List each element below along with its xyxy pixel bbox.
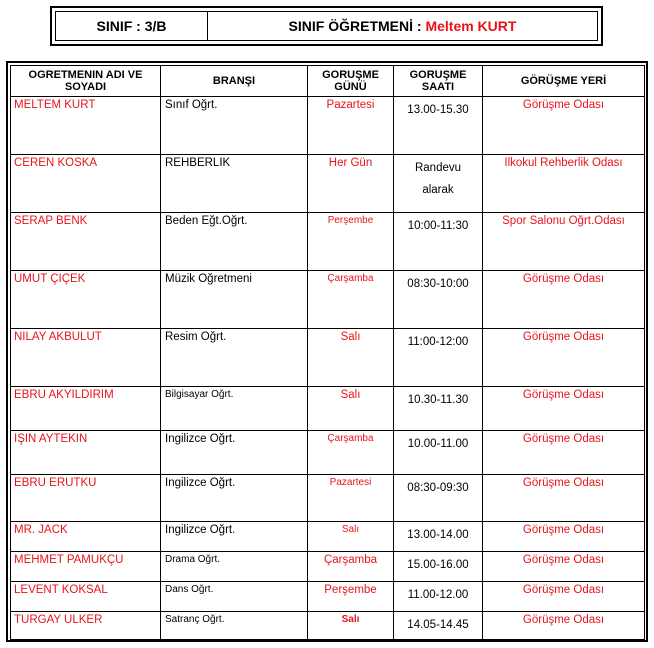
- place-cell: Görüşme Odası: [483, 612, 645, 640]
- table-row: [11, 271, 645, 329]
- time-cell: 15.00-16.00: [394, 552, 483, 582]
- place-cell: Görüşme Odası: [483, 582, 645, 612]
- table-row: [11, 552, 645, 582]
- class-label: SINIF : 3/B: [56, 12, 208, 40]
- table-row: [11, 213, 645, 271]
- place-cell: Görüşme Odası: [483, 97, 645, 155]
- day-cell: Pazartesi: [308, 475, 394, 522]
- class-header-inner: [55, 11, 598, 41]
- time-cell: 14.05-14.45: [394, 612, 483, 640]
- branch-cell: Ingilizce Oğrt.: [161, 475, 308, 522]
- column-header-time: GORUŞME SAATI: [394, 66, 483, 97]
- place-cell: Görüşme Odası: [483, 552, 645, 582]
- place-cell: Görüşme Odası: [483, 431, 645, 475]
- column-header-place: GÖRÜŞME YERİ: [483, 66, 645, 97]
- branch-cell: Resim Oğrt.: [161, 329, 308, 387]
- branch-cell: Ingilizce Oğrt.: [161, 522, 308, 552]
- place-cell: Görüşme Odası: [483, 271, 645, 329]
- place-cell: Ilkokul Rehberlik Odası: [483, 155, 645, 213]
- time-cell: 10.00-11.00: [394, 431, 483, 475]
- table-row: [11, 155, 645, 213]
- branch-cell: Sınıf Oğrt.: [161, 97, 308, 155]
- teacher-name-cell: EBRU AKYILDIRIM: [11, 387, 161, 431]
- branch-cell: Beden Eğt.Oğrt.: [161, 213, 308, 271]
- table-row: [11, 522, 645, 552]
- place-cell: Görüşme Odası: [483, 387, 645, 431]
- table-row: [11, 97, 645, 155]
- day-cell: Çarşamba: [308, 552, 394, 582]
- class-teacher: [208, 12, 597, 40]
- time-cell: 13.00-15.30: [394, 97, 483, 155]
- time-cell: 08:30-10:00: [394, 271, 483, 329]
- teacher-name-cell: NILAY AKBULUT: [11, 329, 161, 387]
- teacher-name-cell: SERAP BENK: [11, 213, 161, 271]
- place-cell: Görüşme Odası: [483, 522, 645, 552]
- meeting-schedule-table: [6, 61, 648, 642]
- branch-cell: REHBERLIK: [161, 155, 308, 213]
- table-row: [11, 475, 645, 522]
- day-cell: Perşembe: [308, 213, 394, 271]
- column-header-branch: BRANŞI: [161, 66, 308, 97]
- day-cell: Her Gün: [308, 155, 394, 213]
- branch-cell: Drama Oğrt.: [161, 552, 308, 582]
- branch-cell: Müzik Oğretmeni: [161, 271, 308, 329]
- day-cell: Çarşamba: [308, 271, 394, 329]
- teacher-name-cell: MELTEM KURT: [11, 97, 161, 155]
- teacher-name-cell: TURGAY ULKER: [11, 612, 161, 640]
- column-header-day: GORUŞME GÜNÜ: [308, 66, 394, 97]
- teacher-name-cell: MEHMET PAMUKÇU: [11, 552, 161, 582]
- table-header-row: [11, 66, 645, 97]
- time-cell: Randevu alarak: [394, 155, 483, 213]
- teacher-name-cell: EBRU ERUTKU: [11, 475, 161, 522]
- class-teacher-label: SINIF ÖĞRETMENİ :: [288, 18, 422, 34]
- teacher-name-cell: LEVENT KOKSAL: [11, 582, 161, 612]
- branch-cell: Ingilizce Oğrt.: [161, 431, 308, 475]
- place-cell: Görüşme Odası: [483, 475, 645, 522]
- class-teacher-name: Meltem KURT: [425, 18, 517, 34]
- place-cell: Görüşme Odası: [483, 329, 645, 387]
- table-row: [11, 387, 645, 431]
- teacher-name-cell: IŞIN AYTEKIN: [11, 431, 161, 475]
- table-row: [11, 612, 645, 640]
- teacher-name-cell: CEREN KOSKA: [11, 155, 161, 213]
- time-cell: 11.00-12.00: [394, 582, 483, 612]
- day-cell: Pazartesi: [308, 97, 394, 155]
- day-cell: Salı: [308, 329, 394, 387]
- day-cell: Salı: [308, 387, 394, 431]
- table-row: [11, 329, 645, 387]
- day-cell: Salı: [308, 522, 394, 552]
- column-header-name: OGRETMENIN ADI VE SOYADI: [11, 66, 161, 97]
- day-cell: Salı: [308, 612, 394, 640]
- time-cell: 13.00-14.00: [394, 522, 483, 552]
- time-cell: 11:00-12:00: [394, 329, 483, 387]
- time-cell: 08:30-09:30: [394, 475, 483, 522]
- branch-cell: Dans Oğrt.: [161, 582, 308, 612]
- place-cell: Spor Salonu Oğrt.Odası: [483, 213, 645, 271]
- teacher-name-cell: UMUT ÇIÇEK: [11, 271, 161, 329]
- time-cell: 10.30-11.30: [394, 387, 483, 431]
- day-cell: Perşembe: [308, 582, 394, 612]
- teacher-name-cell: MR. JACK: [11, 522, 161, 552]
- table-row: [11, 582, 645, 612]
- class-header: [50, 6, 603, 46]
- day-cell: Çarşamba: [308, 431, 394, 475]
- schedule-table: [10, 65, 645, 640]
- branch-cell: Satranç Oğrt.: [161, 612, 308, 640]
- time-cell: 10:00-11:30: [394, 213, 483, 271]
- branch-cell: Bilgisayar Oğrt.: [161, 387, 308, 431]
- table-row: [11, 431, 645, 475]
